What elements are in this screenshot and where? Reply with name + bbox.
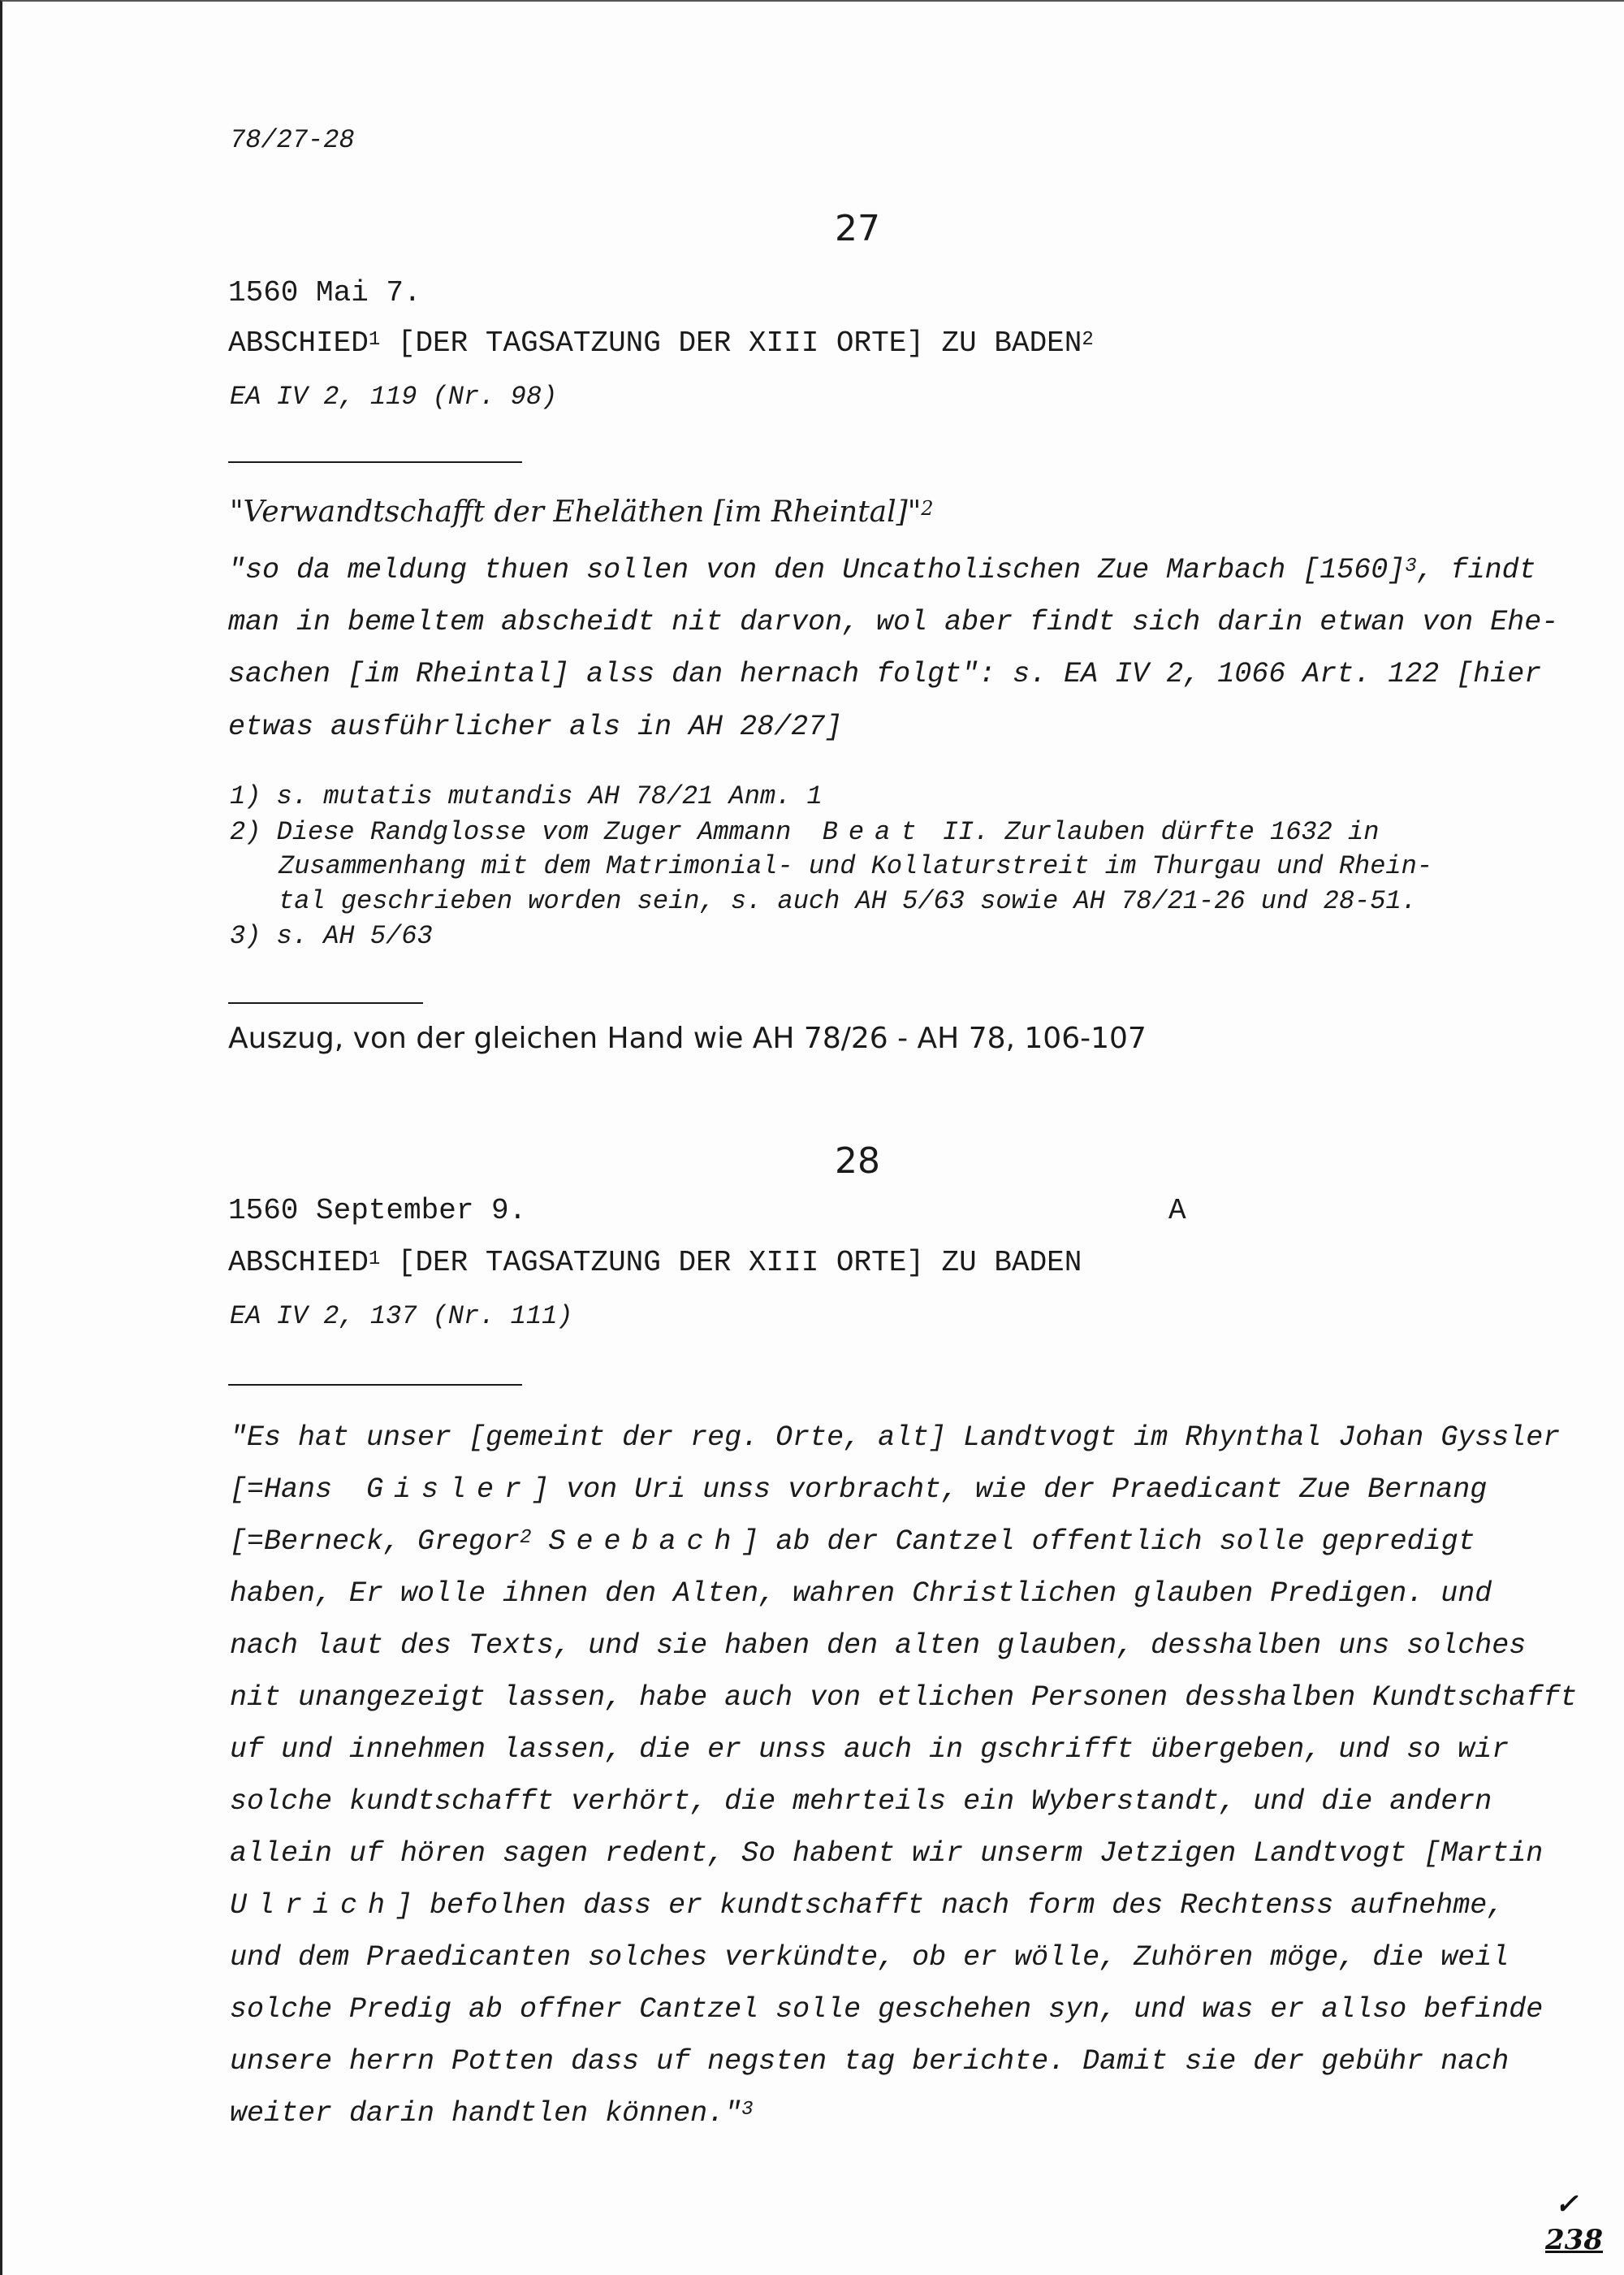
footnote-ref-3: 3 xyxy=(741,2099,754,2121)
doc27-text-line: sachen [im Rheintal] alss dan hernach folgt": s. EA IV 2, 1066 Art. 122 [hier xyxy=(228,658,1542,690)
footnote-ref-2: 2 xyxy=(520,1527,532,1549)
text-segment: , findt xyxy=(1416,554,1536,586)
footnote-ref-1: 1 xyxy=(368,329,381,351)
divider xyxy=(228,1384,522,1386)
text-segment: "so da meldung thuen sollen von den Uncatholischen Zue Marbach [1560] xyxy=(228,554,1406,586)
doc27-title xyxy=(228,327,1094,360)
person-name: Beat xyxy=(822,817,927,847)
footnote-2-cont: Zusammenhang mit dem Matrimonial- und Kollaturstreit im Thurgau und Rhein- xyxy=(279,851,1433,881)
doc28-text-line: unsere herrn Potten dass uf negsten tag berichte. Damit sie der gebühr nach xyxy=(230,2045,1510,2078)
doc27-title-abschied: ABSCHIED xyxy=(228,327,369,360)
reference-number: 78/27-28 xyxy=(230,125,355,155)
footnote-2-cont: tal geschrieben worden sein, s. auch AH 5/63 sowie AH 78/21-26 und 28-51. xyxy=(279,886,1417,916)
marginal-gloss xyxy=(230,495,934,529)
doc27-title-rest: [DER TAGSATZUNG DER XIII ORTE] ZU BADEN xyxy=(380,327,1082,360)
doc28-text-line xyxy=(230,1889,1504,1922)
gloss-text: "Verwandtschafft der Eheläthen [im Rheintal]" xyxy=(230,495,922,529)
footnote-2 xyxy=(230,817,1379,847)
text-segment: 2) Diese Randglosse vom Zuger Ammann xyxy=(230,817,792,847)
document-number-27: 27 xyxy=(835,208,880,249)
divider xyxy=(228,461,522,463)
doc28-text-line: solche Predig ab offner Cantzel solle geschehen syn, und was er allso befinde xyxy=(230,1993,1544,2026)
doc28-text-line: haben, Er wolle ihnen den Alten, wahren Christlichen glauben Predigen. und xyxy=(230,1577,1492,1610)
divider xyxy=(228,1002,423,1004)
doc28-citation: EA IV 2, 137 (Nr. 111) xyxy=(230,1301,573,1331)
doc28-text-line: solche kundtschafft verhört, die mehrteils ein Wyberstandt, und die andern xyxy=(230,1785,1492,1818)
text-segment: ] von Uri unss vorbracht, wie der Praedicant Zue Bernang xyxy=(532,1473,1488,1506)
text-segment: ] ab der Cantzel offentlich solle gepredigt xyxy=(741,1525,1475,1558)
document-number-28: 28 xyxy=(835,1140,880,1182)
text-segment: [=Berneck, Gregor xyxy=(230,1525,520,1558)
doc28-text-line xyxy=(230,1473,1487,1506)
doc28-text-line xyxy=(230,2097,754,2130)
footnote-ref-2: 2 xyxy=(921,497,934,520)
doc28-text-line: nach laut des Texts, und sie haben den alten glauben, desshalben uns solches xyxy=(230,1629,1527,1662)
extract-note: Auszug, von der gleichen Hand wie AH 78/26 - AH 78, 106-107 xyxy=(228,1022,1147,1055)
doc27-date: 1560 Mai 7. xyxy=(228,276,421,309)
footnote-ref-3: 3 xyxy=(1405,556,1417,577)
footnote-ref-1: 1 xyxy=(368,1248,381,1270)
doc27-text-line: man in bemeltem abscheidt nit darvon, wol aber findt sich darin etwan von Ehe- xyxy=(228,606,1559,638)
doc28-version-letter: A xyxy=(1168,1194,1186,1227)
doc27-text-line: etwas ausführlicher als in AH 28/27] xyxy=(228,711,843,743)
footnote-1: 1) s. mutatis mutandis AH 78/21 Anm. 1 xyxy=(230,781,823,811)
doc28-title-rest: [DER TAGSATZUNG DER XIII ORTE] ZU BADEN xyxy=(380,1246,1082,1279)
text-segment: II. Zurlauben dürfte 1632 in xyxy=(942,817,1380,847)
doc28-text-line: nit unangezeigt lassen, habe auch von etlichen Personen desshalben Kundtschafft xyxy=(230,1681,1578,1714)
text-segment: [=Hans xyxy=(230,1473,333,1506)
handwritten-page-number: 238 xyxy=(1545,2224,1603,2256)
doc28-text-line: und dem Praedicanten solches verkündte, ob er wölle, Zuhören möge, die weil xyxy=(230,1941,1510,1974)
text-segment: weiter darin handtlen können." xyxy=(230,2097,742,2130)
check-mark: ✓ xyxy=(1555,2188,1579,2221)
person-name: Ulrich xyxy=(230,1889,396,1922)
doc27-citation: EA IV 2, 119 (Nr. 98) xyxy=(230,382,558,412)
doc28-text-line: "Es hat unser [gemeint der reg. Orte, alt] Landtvogt im Rhynthal Johan Gyssler xyxy=(230,1421,1561,1454)
person-name: Gisler xyxy=(366,1473,533,1506)
person-name: Seebach xyxy=(548,1525,742,1558)
footnote-3: 3) s. AH 5/63 xyxy=(230,921,433,951)
doc28-title xyxy=(228,1246,1082,1279)
text-segment: ] befolhen dass er kundtschafft nach form des Rechtenss aufnehme, xyxy=(395,1889,1505,1922)
doc28-title-abschied: ABSCHIED xyxy=(228,1246,369,1279)
doc28-text-line: allein uf hören sagen redent, So habent wir unserm Jetzigen Landtvogt [Martin xyxy=(230,1837,1544,1870)
footnote-ref-2: 2 xyxy=(1082,329,1094,351)
doc27-text-line xyxy=(228,554,1536,586)
doc28-text-line xyxy=(230,1525,1475,1558)
doc28-date: 1560 September 9. xyxy=(228,1194,527,1227)
doc28-text-line: uf und innehmen lassen, die er unss auch in gschrifft übergeben, und so wir xyxy=(230,1733,1510,1766)
